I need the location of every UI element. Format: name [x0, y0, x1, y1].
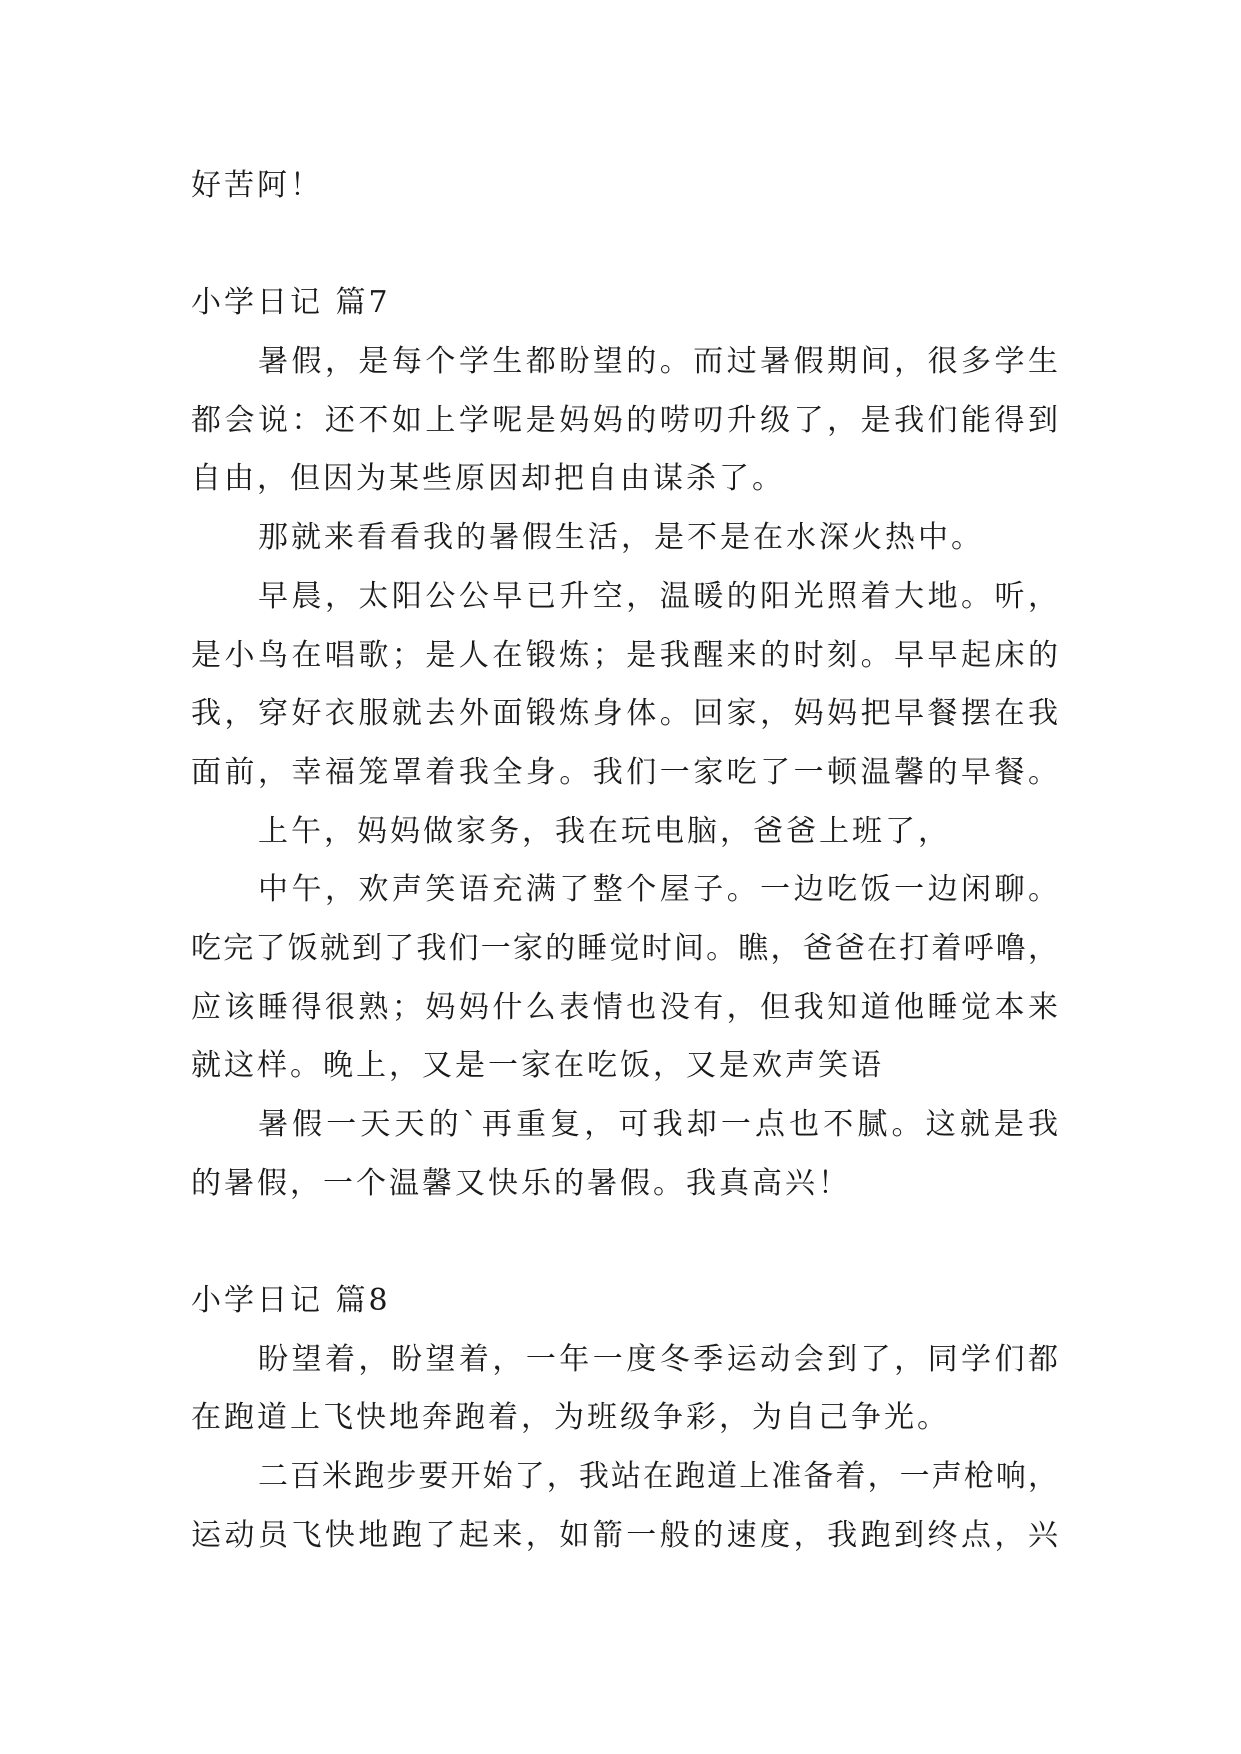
text-line: 在跑道上飞快地奔跑着，为班级争彩，为自己争光。 — [191, 1400, 950, 1436]
text-line: 二百米跑步要开始了，我站在跑道上准备着，一声枪响， — [258, 1459, 1058, 1495]
text-line: 早晨，太阳公公早已升空，温暖的阳光照着大地。听， — [258, 578, 1058, 614]
paragraph — [191, 1331, 1241, 1448]
text-line: 自由，但因为某些原因却把自由谋杀了。 — [191, 461, 785, 497]
diary-entry — [191, 1272, 1241, 1565]
text-line: 上午，妈妈做家务，我在玩电脑，爸爸上班了， — [258, 813, 951, 849]
text-line: 应该睡得很熟；妈妈什么表情也没有，但我知道他睡觉本来 — [191, 989, 1058, 1025]
entry-title: 小学日记 篇7 — [191, 285, 391, 321]
text-line: 那就来看看我的暑假生活，是不是在水深火热中。 — [258, 520, 984, 556]
entry-title: 小学日记 篇8 — [191, 1283, 391, 1319]
text-line: 就这样。晚上，又是一家在吃饭，又是欢声笑语 — [191, 1048, 884, 1084]
paragraph — [191, 568, 1241, 803]
blank-line — [191, 1213, 1241, 1272]
paragraph — [191, 509, 1241, 568]
text-line: 我，穿好衣服就去外面锻炼身体。回家，妈妈把早餐摆在我 — [191, 696, 1058, 732]
paragraph — [191, 861, 1241, 1096]
blank-line — [191, 216, 1241, 275]
paragraph — [191, 803, 1241, 862]
text-line: 暑假，是每个学生都盼望的。而过暑假期间，很多学生 — [258, 344, 1058, 380]
text-line: 的暑假，一个温馨又快乐的暑假。我真高兴！ — [191, 1165, 851, 1201]
text-line: 盼望着，盼望着，一年一度冬季运动会到了，同学们都 — [258, 1341, 1058, 1377]
text-line: 中午，欢声笑语充满了整个屋子。一边吃饭一边闲聊。 — [258, 872, 1058, 908]
diary-entry — [191, 274, 1241, 1213]
text-line: 吃完了饭就到了我们一家的睡觉时间。瞧，爸爸在打着呼噜， — [191, 930, 1058, 966]
text-line: 好苦阿！ — [191, 168, 323, 203]
text-line: 运动员飞快地跑了起来，如箭一般的速度，我跑到终点，兴 — [191, 1517, 1058, 1553]
text-line: 都会说：还不如上学呢是妈妈的唠叨升级了，是我们能得到 — [191, 402, 1058, 438]
text-line: 面前，幸福笼罩着我全身。我们一家吃了一顿温馨的早餐。 — [191, 754, 1058, 790]
paragraph — [191, 1448, 1241, 1565]
text-line: 是小鸟在唱歌；是人在锻炼；是我醒来的时刻。早早起床的 — [191, 637, 1058, 673]
paragraph — [191, 333, 1241, 509]
text-line: 暑假一天天的`再重复，可我却一点也不腻。这就是我 — [258, 1107, 1058, 1142]
paragraph — [191, 1096, 1241, 1213]
